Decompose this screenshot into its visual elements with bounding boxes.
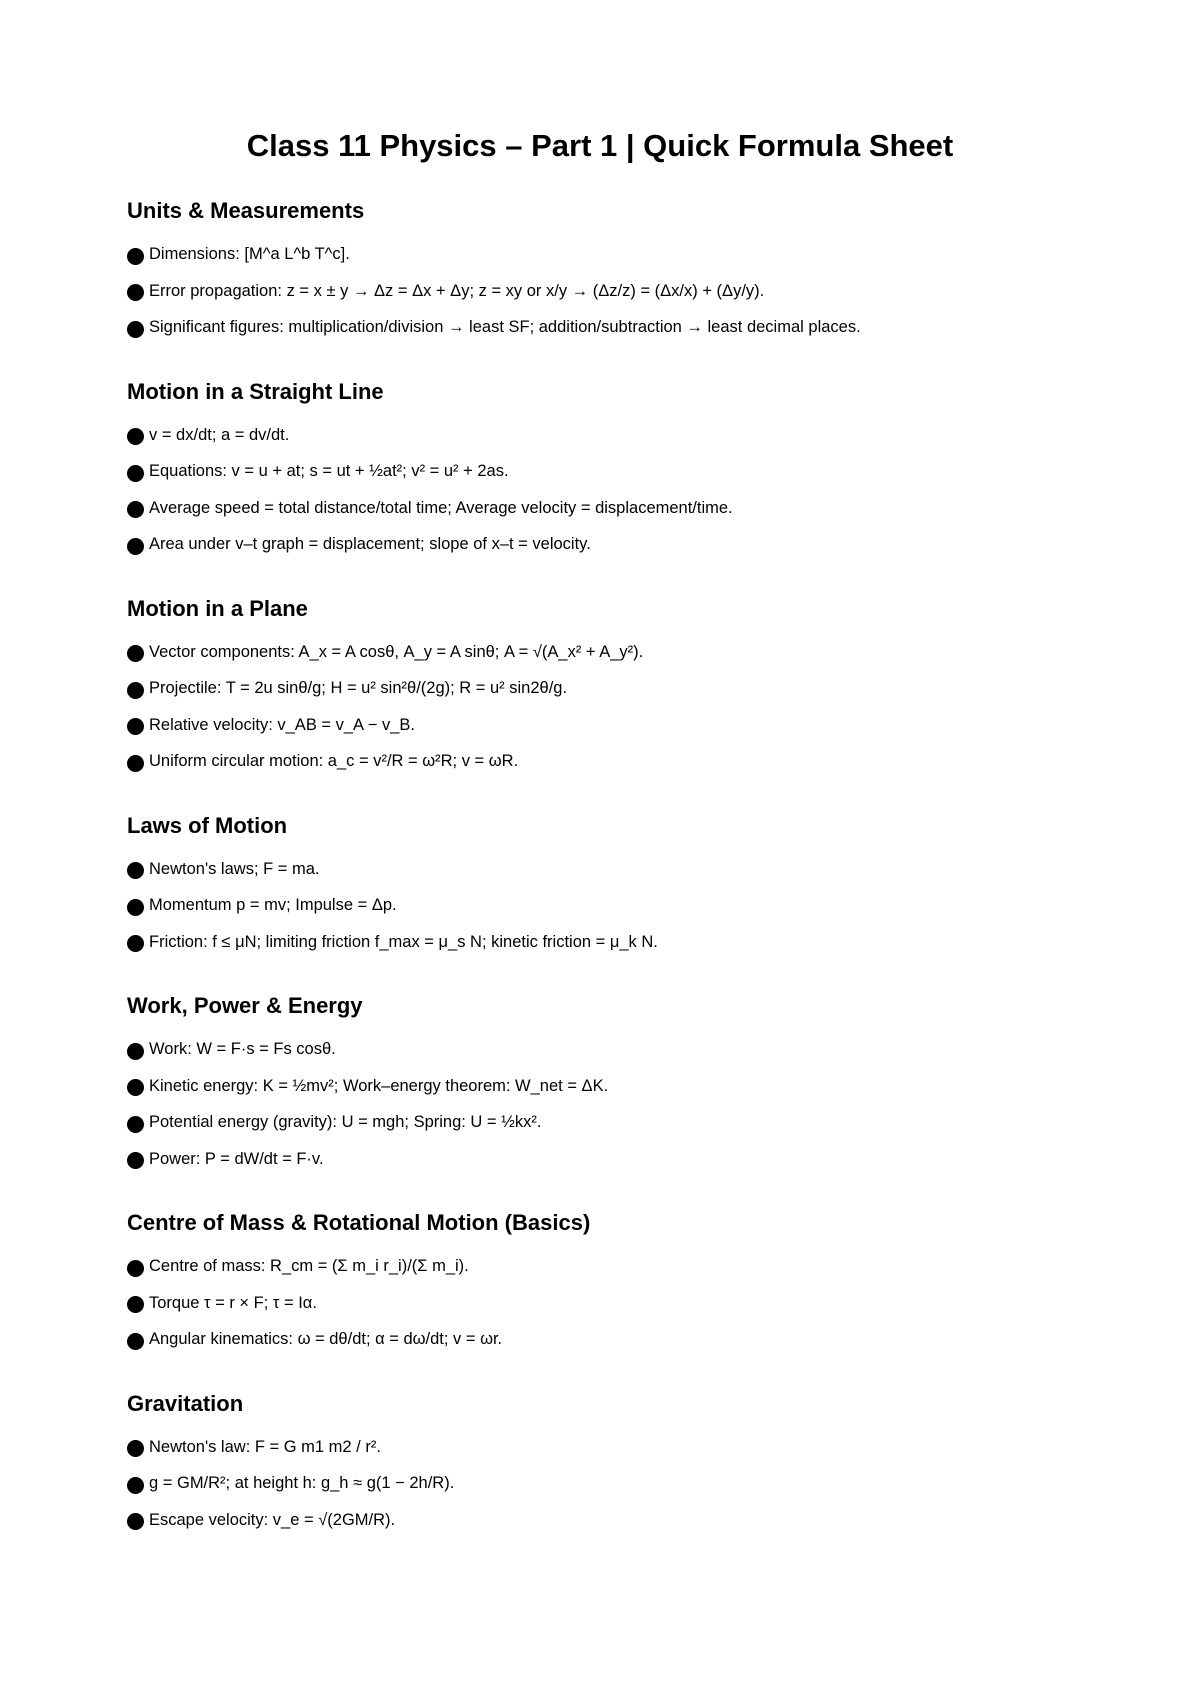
bullet-icon [127,1296,144,1313]
bullet-icon [127,1440,144,1457]
formula-section [127,194,1127,346]
bullet-icon [127,862,144,879]
formula-list-item [127,924,1127,961]
formula-list-item [127,453,1127,490]
formula-list [127,236,1127,346]
formula-list [127,1031,1127,1177]
bullet-icon [127,645,144,662]
section-heading: Gravitation [127,1390,244,1416]
formula-text: Kinetic energy: K = ½mv²; Work–energy theorem: W_net = ΔK. [149,1076,609,1095]
bullet-icon [127,682,144,699]
formula-text: Significant figures: multiplication/division → least SF; addition/subtraction → least decimal places. [149,318,861,337]
bullet-icon [127,538,144,555]
bullet-icon [127,1513,144,1530]
formula-list [127,1248,1127,1358]
formula-list-item [127,526,1127,563]
formula-text: Average speed = total distance/total time; Average velocity = displacement/time. [149,498,733,517]
formula-text: Area under v–t graph = displacement; slope of x–t = velocity. [149,535,591,554]
formula-text: Vector components: A_x = A cosθ, A_y = A sinθ; A = √(A_x² + A_y²). [149,642,644,661]
formula-list-item [127,887,1127,924]
formula-text: Dimensions: [M^a L^b T^c]. [149,245,350,264]
formula-list-item [127,1502,1127,1539]
sections-container [127,194,1127,1538]
formula-list-item [127,1465,1127,1502]
formula-list-item [127,1429,1127,1466]
formula-section [127,1206,1127,1358]
formula-text: g = GM/R²; at height h: g_h ≈ g(1 − 2h/R). [149,1474,455,1493]
formula-text: v = dx/dt; a = dv/dt. [149,425,290,444]
section-heading: Laws of Motion [127,812,288,838]
formula-text: Escape velocity: v_e = √(2GM/R). [149,1510,396,1529]
formula-text: Power: P = dW/dt = F·v. [149,1149,324,1168]
bullet-icon [127,1043,144,1060]
formula-text: Uniform circular motion: a_c = v²/R = ω²R; v = ωR. [149,752,519,771]
formula-list-item [127,851,1127,888]
bullet-icon [127,428,144,445]
bullet-icon [127,1477,144,1494]
bullet-icon [127,1116,144,1133]
bullet-icon [127,755,144,772]
formula-text: Error propagation: z = x ± y → Δz = Δx + Δy; z = xy or x/y → (Δz/z) = (Δx/x) + (Δy/y). [149,281,765,300]
bullet-icon [127,465,144,482]
bullet-icon [127,1260,144,1277]
formula-list-item [127,707,1127,744]
formula-list-item [127,634,1127,671]
formula-list-item [127,1248,1127,1285]
formula-text: Projectile: T = 2u sinθ/g; H = u² sin²θ/(2g); R = u² sin2θ/g. [149,679,568,698]
bullet-icon [127,248,144,265]
formula-text: Angular kinematics: ω = dθ/dt; α = dω/dt; v = ωr. [149,1330,503,1349]
formula-list [127,417,1127,563]
formula-list-item [127,1104,1127,1141]
formula-list-item [127,1141,1127,1178]
bullet-icon [127,501,144,518]
formula-text: Centre of mass: R_cm = (Σ m_i r_i)/(Σ m_i). [149,1257,469,1276]
formula-text: Newton's laws; F = ma. [149,859,320,878]
formula-list-item [127,1031,1127,1068]
formula-list-item [127,743,1127,780]
section-heading: Work, Power & Energy [127,993,363,1018]
formula-text: Potential energy (gravity): U = mgh; Spring: U = ½kx². [149,1113,542,1132]
formula-list-item [127,273,1127,310]
formula-list-item [127,236,1127,273]
document-title: Class 11 Physics – Part 1 | Quick Formula Sheet [246,128,954,163]
bullet-icon [127,284,144,301]
formula-text: Equations: v = u + at; s = ut + ½at²; v² = u² + 2as. [149,462,509,481]
formula-list [127,634,1127,780]
formula-text: Torque τ = r × F; τ = Iα. [149,1293,317,1312]
formula-text: Friction: f ≤ μN; limiting friction f_max = μ_s N; kinetic friction = μ_k N. [149,932,658,951]
bullet-icon [127,935,144,952]
formula-list-item [127,309,1127,346]
formula-list-item [127,417,1127,454]
section-heading: Centre of Mass & Rotational Motion (Basics) [127,1210,591,1235]
bullet-icon [127,1152,144,1169]
section-heading: Units & Measurements [127,198,365,223]
formula-list-item [127,1285,1127,1322]
bullet-icon [127,1079,144,1096]
bullet-icon [127,899,144,916]
section-heading: Motion in a Straight Line [127,378,384,404]
bullet-icon [127,1333,144,1350]
formula-section [127,1387,1127,1539]
formula-text: Work: W = F·s = Fs cosθ. [149,1040,336,1059]
formula-list-item [127,1068,1127,1105]
formula-section [127,592,1127,780]
formula-section [127,809,1127,961]
formula-list [127,1429,1127,1539]
bullet-icon [127,718,144,735]
formula-text: Newton's law: F = G m1 m2 / r². [149,1437,381,1456]
formula-section [127,989,1127,1177]
formula-text: Relative velocity: v_AB = v_A − v_B. [149,715,415,734]
formula-list [127,851,1127,961]
bullet-icon [127,321,144,338]
section-heading: Motion in a Plane [127,595,308,621]
formula-list-item [127,670,1127,707]
formula-section [127,375,1127,563]
formula-text: Momentum p = mv; Impulse = Δp. [149,896,397,915]
formula-list-item [127,490,1127,527]
formula-list-item [127,1321,1127,1358]
